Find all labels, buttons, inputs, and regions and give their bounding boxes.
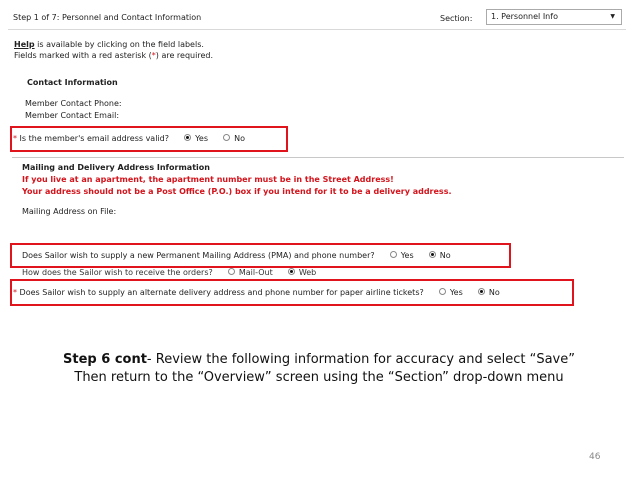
- required-asterisk: *: [13, 288, 17, 297]
- po-box-warning: Your address should not be a Post Office (P.O.) box if you intend for it to be a delivery address.: [22, 187, 452, 196]
- pma-no-option[interactable]: No: [429, 251, 451, 260]
- radio-unselected-icon[interactable]: [223, 134, 230, 141]
- pma-yes-option[interactable]: Yes: [390, 251, 414, 260]
- member-phone-label[interactable]: Member Contact Phone:: [25, 99, 122, 108]
- required-asterisk: *: [151, 51, 156, 60]
- radio-unselected-icon[interactable]: [390, 251, 397, 258]
- alternate-address-question: [13, 288, 500, 297]
- email-valid-no-option[interactable]: No: [223, 134, 245, 143]
- mailing-address-label[interactable]: Mailing Address on File:: [22, 207, 117, 216]
- radio-unselected-icon[interactable]: [439, 288, 446, 295]
- form-header: [8, 6, 626, 30]
- member-email-label[interactable]: Member Contact Email:: [25, 111, 120, 120]
- radio-unselected-icon[interactable]: [228, 268, 235, 275]
- required-note-suffix: ) are required.: [155, 51, 213, 60]
- section-dropdown[interactable]: [486, 9, 622, 25]
- pma-question-label[interactable]: Does Sailor wish to supply a new Permanent Mailing Address (PMA) and phone number?: [22, 251, 375, 260]
- step-title: Step 1 of 7: Personnel and Contact Information: [13, 13, 202, 22]
- apartment-warning: If you live at an apartment, the apartment number must be in the Street Address!: [22, 175, 394, 184]
- caption-line-1: [0, 352, 638, 367]
- radio-selected-icon[interactable]: [184, 134, 191, 141]
- alternate-yes-option[interactable]: Yes: [439, 288, 463, 297]
- orders-web-option[interactable]: Web: [288, 268, 316, 276]
- email-valid-yes-option[interactable]: Yes: [184, 134, 208, 143]
- help-link[interactable]: Help: [14, 40, 35, 49]
- pma-question: [22, 251, 451, 260]
- radio-selected-icon[interactable]: [288, 268, 295, 275]
- section-label: Section:: [440, 14, 473, 23]
- page-number: 46: [589, 452, 601, 462]
- help-text-body: is available by clicking on the field labels.: [34, 40, 204, 49]
- required-note-prefix: Fields marked with a red asterisk (: [14, 51, 152, 60]
- section-divider: [12, 157, 624, 158]
- chevron-down-icon: ▼: [610, 13, 615, 20]
- required-note: [14, 51, 213, 60]
- mailing-heading: Mailing and Delivery Address Information: [22, 163, 210, 172]
- required-asterisk: *: [13, 134, 17, 143]
- orders-question-label[interactable]: How does the Sailor wish to receive the orders?: [22, 268, 213, 276]
- caption-step-label: Step 6 cont: [63, 352, 147, 367]
- email-valid-label[interactable]: Is the member's email address valid?: [19, 134, 169, 143]
- orders-question: [22, 268, 316, 276]
- alternate-question-label[interactable]: Does Sailor wish to supply an alternate delivery address and phone number for paper airline tickets?: [19, 288, 424, 297]
- alternate-no-option[interactable]: No: [478, 288, 500, 297]
- email-valid-question: [13, 134, 245, 143]
- section-dropdown-value: 1. Personnel Info: [491, 12, 558, 21]
- radio-selected-icon[interactable]: [478, 288, 485, 295]
- caption-line-2: Then return to the “Overview” screen using the “Section” drop-down menu: [74, 370, 564, 385]
- help-text: [14, 40, 204, 49]
- contact-heading: Contact Information: [27, 78, 118, 87]
- orders-mail-out-option[interactable]: Mail-Out: [228, 268, 273, 276]
- radio-selected-icon[interactable]: [429, 251, 436, 258]
- caption-instruction: - Review the following information for accuracy and select “Save”: [146, 352, 575, 367]
